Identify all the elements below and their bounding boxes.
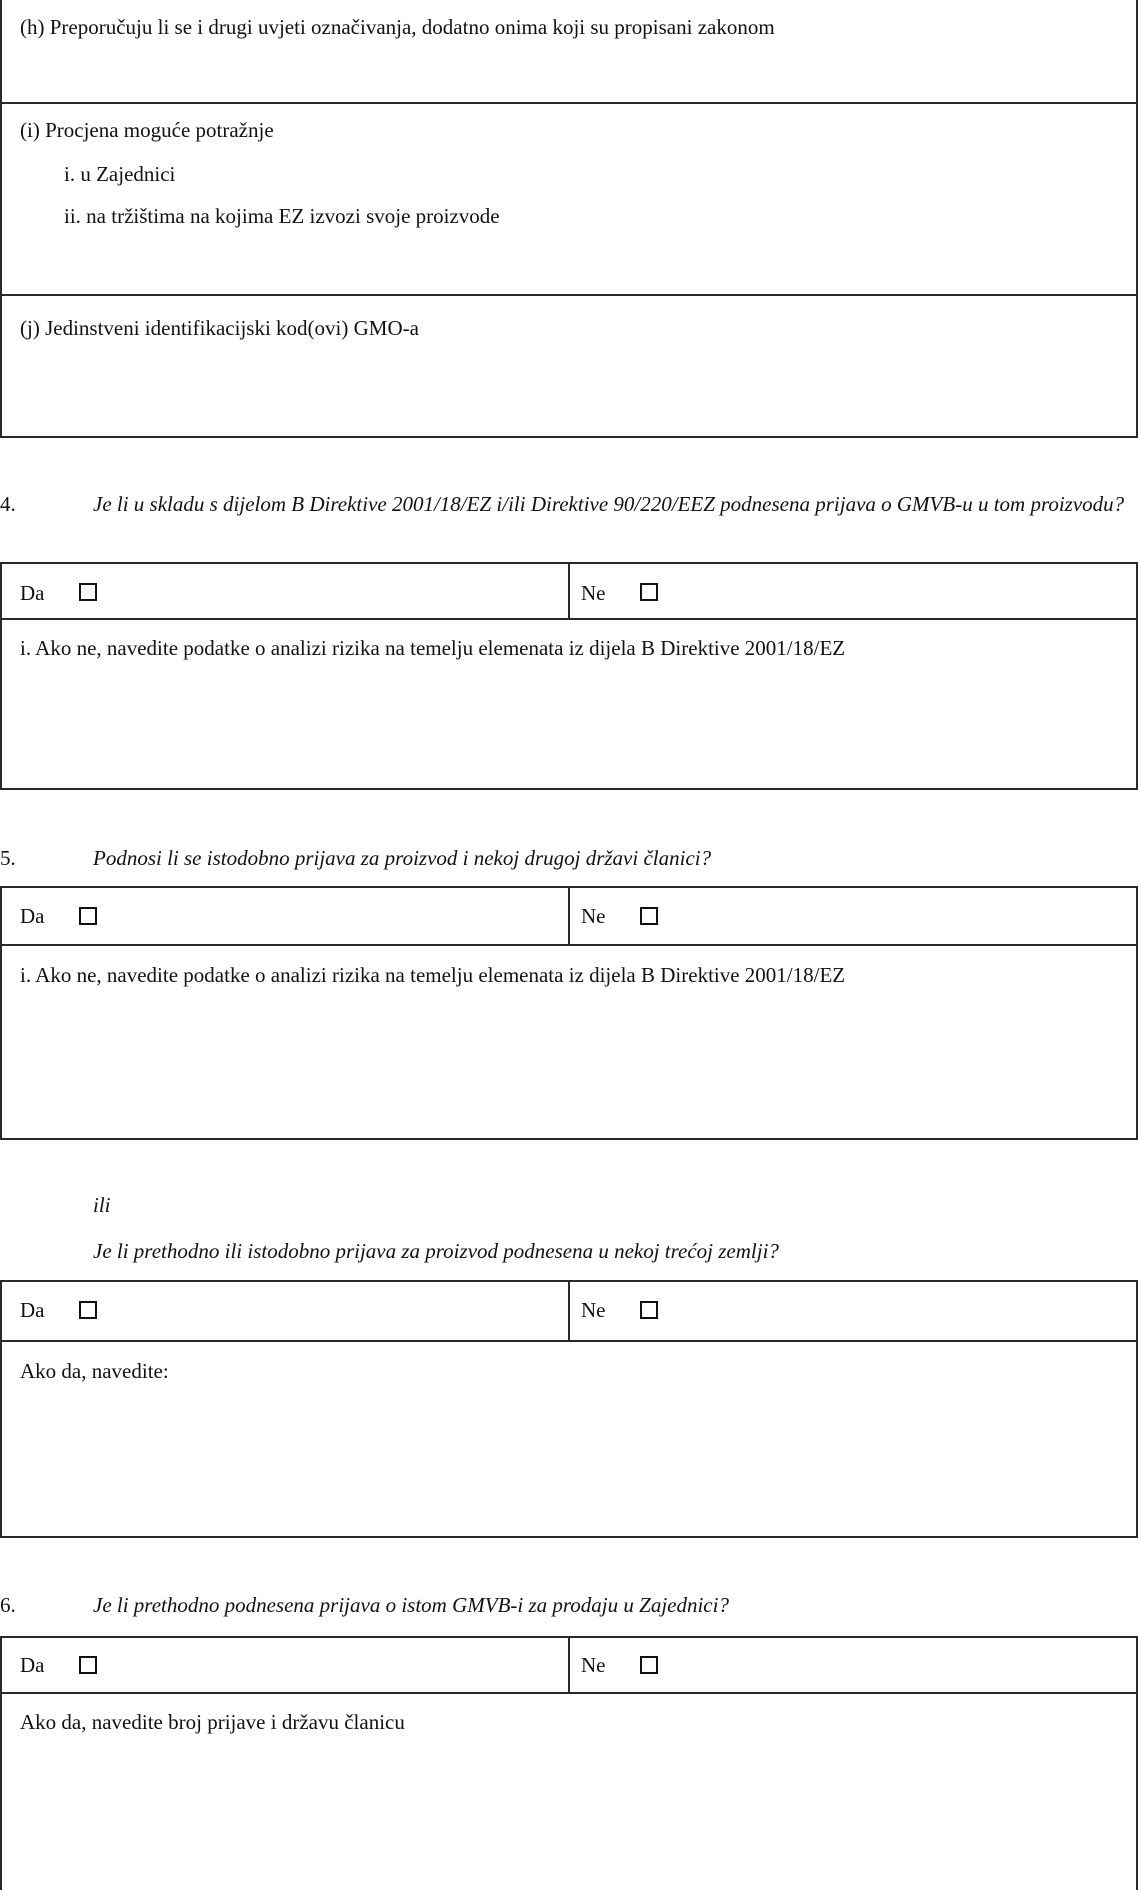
field-i-label: (i) Procjena moguće potražnje [20,118,274,142]
q4-no-checkbox[interactable] [640,583,658,601]
q4-number: 4. [0,492,16,516]
q6-question: Je li prethodno podnesena prijava o istom GMVB-i za prodaju u Zajednici? [93,1593,729,1617]
q5-or-label: ili [93,1193,111,1217]
q6-number: 6. [0,1593,16,1617]
q5-question: Podnosi li se istodobno prijava za proizvod i nekoj drugoj državi članici? [93,846,712,870]
q5-followup-label: i. Ako ne, navedite podatke o analizi rizika na temelju elemenata iz dijela B Direktive 2001/18/EZ [20,963,846,987]
q5-third-country-details-label: Ako da, navedite: [20,1359,169,1383]
q5-third-country-yes-checkbox[interactable] [79,1301,97,1319]
q4-question: Je li u skladu s dijelom B Direktive 2001/18/EZ i/ili Direktive 90/220/EEZ podnesena prijava o GMVB-u u tom proizvodu? [93,492,1125,516]
q4-no-label: Ne [581,581,606,605]
field-j-label: (j) Jedinstveni identifikacijski kod(ovi) GMO-a [20,316,419,340]
q4-divider [568,562,570,620]
q5-number: 5. [0,846,16,870]
q5-third-country-details-box[interactable] [0,1340,1138,1538]
q5-yes-label: Da [20,904,45,928]
q5-third-country-no-label: Ne [581,1298,606,1322]
q6-divider [568,1636,570,1694]
field-i-community: i. u Zajednici [64,162,176,186]
q6-yes-label: Da [20,1653,45,1677]
q5-third-country-divider [568,1280,570,1342]
q5-no-checkbox[interactable] [640,907,658,925]
q6-yes-checkbox[interactable] [79,1656,97,1674]
q4-yes-label: Da [20,581,45,605]
q5-no-label: Ne [581,904,606,928]
field-h-label: (h) Preporučuju li se i drugi uvjeti označivanja, dodatno onima koji su propisani zakonom [20,15,775,39]
q5-third-country-yes-label: Da [20,1298,45,1322]
q5-divider [568,886,570,946]
q4-yes-checkbox[interactable] [79,583,97,601]
q6-followup-label: Ako da, navedite broj prijave i državu članicu [20,1710,405,1734]
q6-no-label: Ne [581,1653,606,1677]
q5-third-country-no-checkbox[interactable] [640,1301,658,1319]
q4-followup-label: i. Ako ne, navedite podatke o analizi rizika na temelju elemenata iz dijela B Direktive 2001/18/EZ [20,636,846,660]
q6-no-checkbox[interactable] [640,1656,658,1674]
q5-yes-checkbox[interactable] [79,907,97,925]
field-i-export-markets: ii. na tržištima na kojima EZ izvozi svoje proizvode [64,204,500,228]
q5-third-country-question: Je li prethodno ili istodobno prijava za proizvod podnesena u nekoj trećoj zemlji? [93,1239,779,1263]
